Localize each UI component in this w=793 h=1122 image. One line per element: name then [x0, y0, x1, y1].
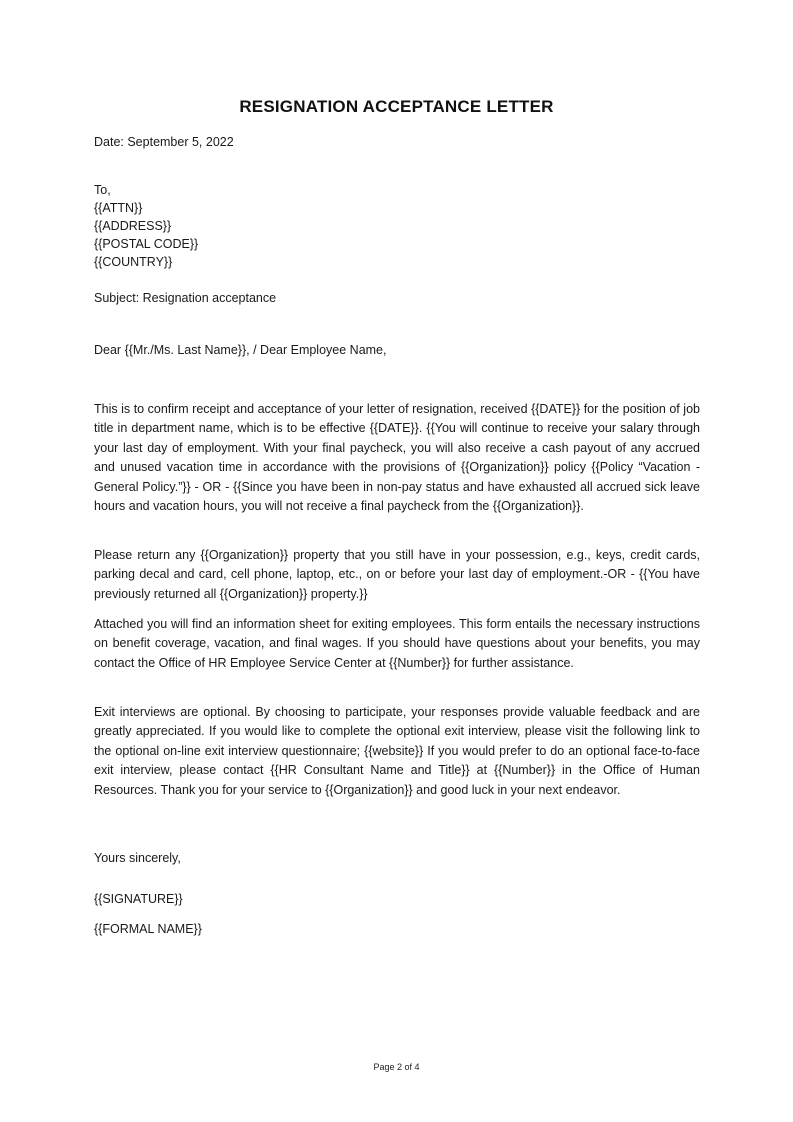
address-attn: {{ATTN}} [94, 201, 143, 215]
letter-signature: {{SIGNATURE}} [94, 892, 183, 906]
letter-closing: Yours sincerely, [94, 851, 181, 865]
letter-subject: Subject: Resignation acceptance [94, 291, 277, 305]
body-paragraph-information-sheet: Attached you will find an information sheet for exiting employees. This form entails the necessary instructions on benefit coverage, vacation, and final wages. If you should have questions about your benefits, you may contact the Office of HR Employee Service Center at {{Number}} for further assistance. [94, 617, 700, 670]
body-paragraph-confirmation: This is to confirm receipt and acceptance of your letter of resignation, received {{DATE}} for the position of job title in department name, which is to be effective {{DATE}}. {{You will continue to receive your salary through your last day of employment. With your final paycheck, you will also receive a cash payout of any accrued and unused vacation time in accordance with the provisions of {{Organization}} policy {{Policy “Vacation - General Policy.”}} - OR - {{Since you have been in non-pay status and have exhausted all accrued sick leave hours and vacation hours, you will not receive a final paycheck from the {{Organization}}. [94, 402, 700, 514]
letter-date: Date: September 5, 2022 [94, 135, 234, 149]
letter-salutation: Dear {{Mr./Ms. Last Name}}, / Dear Employee Name, [94, 343, 387, 357]
address-country: {{COUNTRY}} [94, 255, 173, 269]
address-postal-code: {{POSTAL CODE}} [94, 237, 199, 251]
body-paragraph-exit-interview: Exit interviews are optional. By choosing to participate, your responses provide valuable feedback and are greatly appreciated. If you would like to complete the optional exit interview, please visit the following link to the optional on-line exit interview questionnaire; {{website}} If you would prefer to do an optional face-to-face exit interview, please contact {{HR Consultant Name and Title}} at {{Number}} in the Office of Human Resources. Thank you for your service to {{Organization}} and good luck in your next endeavor. [94, 705, 700, 797]
address-street: {{ADDRESS}} [94, 219, 172, 233]
address-to: To, [94, 183, 111, 197]
body-paragraph-property: Please return any {{Organization}} property that you still have in your possession, e.g., keys, credit cards, parking decal and card, cell phone, laptop, etc., on or before your last day of employment.-OR - {{You have previously returned all {{Organization}} property.}} [94, 548, 700, 601]
letter-formal-name: {{FORMAL NAME}} [94, 922, 202, 936]
page-number: Page 2 of 4 [373, 1062, 420, 1072]
document-title: RESIGNATION ACCEPTANCE LETTER [239, 97, 554, 116]
